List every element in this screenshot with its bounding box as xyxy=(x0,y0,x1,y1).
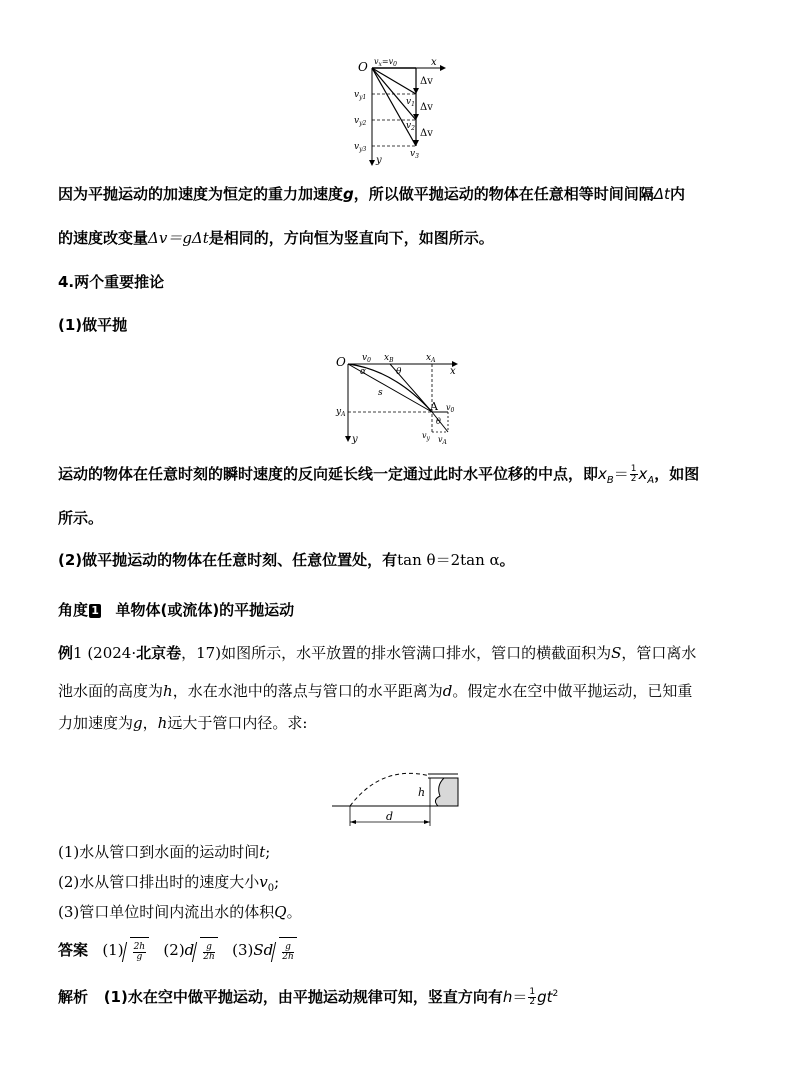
paragraph-1: 因为平抛运动的加速度为恒定的重力加速度g，所以做平抛运动的物体在任意相等时间间隔Δt内 xyxy=(58,185,685,203)
svg-text:vy1: $v_{y1}$ xyxy=(354,90,367,101)
question-2: (2)水从管口排出时的速度大小$v_0$; xyxy=(58,873,280,894)
svg-text:α: α xyxy=(360,367,367,377)
question-1: (1)水从管口到水面的运动时间t; xyxy=(58,843,271,861)
svg-text:A: A xyxy=(430,400,438,413)
fig1-dv-2: Δv xyxy=(420,102,433,113)
svg-text:v2: $v_2$ xyxy=(406,121,415,132)
svg-text:x: x xyxy=(450,366,456,377)
svg-text:vy: $v_y$ xyxy=(422,431,430,442)
svg-text:θ: θ xyxy=(396,367,402,377)
paragraph-4: 所示。 xyxy=(58,509,104,527)
solution-line: 解析 (1)水在空中做平抛运动，由平抛运动规律可知，竖直方向有h＝ $\frac{1}{2}$ $gt^2$ xyxy=(58,987,559,1007)
section-heading: 4.两个重要推论 xyxy=(58,273,165,291)
fig1-dv-3: Δv xyxy=(420,128,433,139)
fig1-x-axis: x xyxy=(431,57,437,68)
question-3: (3)管口单位时间内流出水的体积Q。 xyxy=(58,903,302,921)
angle-badge: 1 xyxy=(89,604,101,618)
paragraph-5: (2)做平抛运动的物体在任意时刻、任意位置处，有tan θ＝2tan α。 xyxy=(58,551,515,569)
svg-text:O: O xyxy=(336,355,346,369)
fig1-dv-1: Δv xyxy=(420,76,433,87)
svg-text:y: y xyxy=(352,434,358,445)
example-line-2: 池水面的高度为h，水在水池中的落点与管口的水平距离为d。假定水在空中做平抛运动，已知重 xyxy=(58,682,693,700)
subsection-1: (1)做平抛 xyxy=(58,316,128,334)
svg-text:d: d xyxy=(386,810,394,823)
svg-text:θ: θ xyxy=(436,417,441,426)
svg-text:vx=v0: $v_x=v_0$ xyxy=(374,57,397,68)
drain-pipe-figure xyxy=(332,766,462,830)
svg-text:s: s xyxy=(378,388,383,398)
fig1-origin: O xyxy=(358,60,368,74)
example-line-3: 力加速度为g，h远大于管口内径。求: xyxy=(58,714,308,732)
svg-text:h: h xyxy=(418,786,426,799)
svg-text:v0: $v_0$ xyxy=(446,403,455,414)
svg-text:vA: $v_A$ xyxy=(438,435,447,446)
paragraph-2: 的速度改变量Δv＝gΔt是相同的，方向恒为竖直向下，如图所示。 xyxy=(58,229,494,247)
svg-text:v3: $v_3$ xyxy=(410,149,419,160)
fig1-y-axis: y xyxy=(376,155,382,166)
answer-line: 答案 (1) $\frac{2h}{g}$ (2)d $\frac{g}{2h}$ (3)Sd $\frac{g}{2h}$ xyxy=(58,936,297,966)
svg-text:vy2: $v_{y2}$ xyxy=(354,116,367,127)
example-line-1: 例1 (2024·北京卷，17)如图所示，水平放置的排水管满口排水，管口的横截面积为S，管口离水 xyxy=(58,644,697,662)
paragraph-3: 运动的物体在任意时刻的瞬时速度的反向延长线一定通过此时水平位移的中点，即$x_B=$ $\frac{1}{2}$ $x_A$，如图 xyxy=(58,464,700,486)
svg-text:xB: $x_B$ xyxy=(384,353,394,364)
angle-heading: 角度 1 单物体(或流体)的平抛运动 xyxy=(58,601,295,619)
svg-text:vy3: $v_{y3}$ xyxy=(354,142,367,153)
svg-text:yA: $y_A$ xyxy=(336,407,346,418)
svg-text:v1: $v_1$ xyxy=(406,97,415,108)
projectile-inference-figure xyxy=(334,350,464,450)
svg-text:xA: $x_A$ xyxy=(426,353,436,364)
svg-text:v0: $v_0$ xyxy=(362,353,371,364)
velocity-change-figure xyxy=(352,54,452,166)
